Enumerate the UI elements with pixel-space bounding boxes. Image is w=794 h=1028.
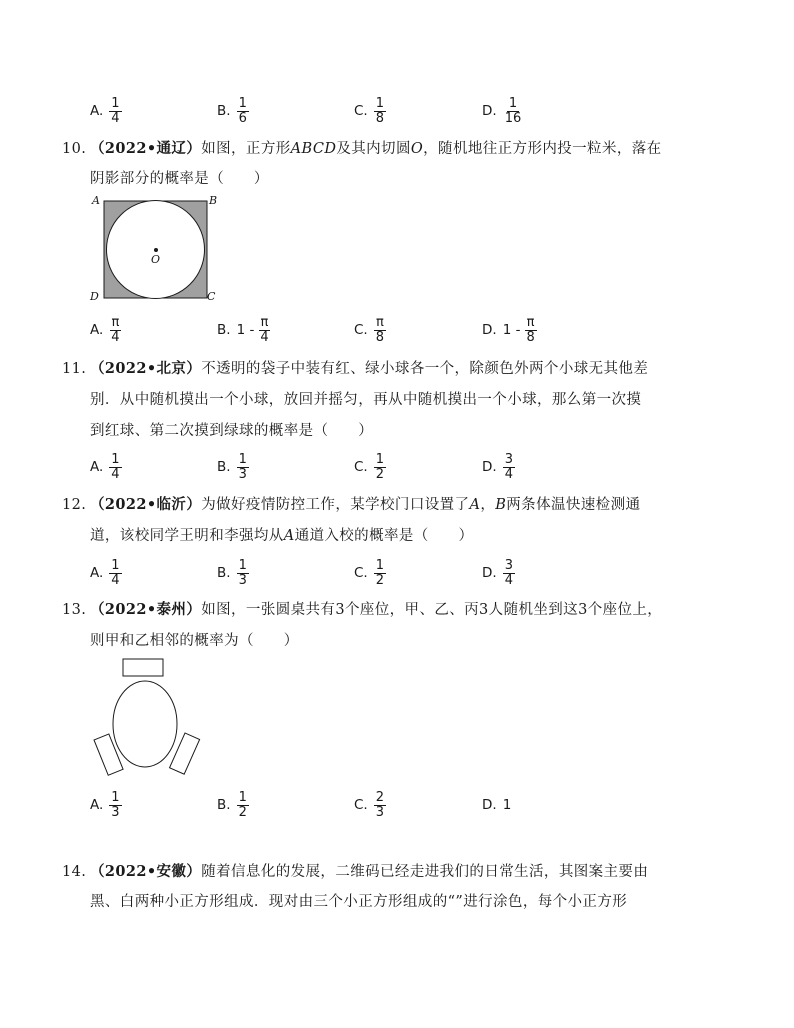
seat-top	[123, 659, 163, 676]
label-d: D	[90, 290, 99, 303]
q13-option-d: D. 1	[482, 797, 512, 813]
q10-line-2: 阴影部分的概率是（ ）	[90, 171, 269, 187]
fraction: $\frac{1}{4}$	[111, 557, 120, 588]
q10-option-b: B. 1 - $\frac{\pi}{4}$	[217, 314, 269, 345]
question-number: 13.	[62, 602, 87, 618]
question-source: （2022•安徽）	[90, 863, 202, 880]
q13-option-c: C. $\frac{2}{3}$	[354, 789, 384, 820]
round-table-figure	[88, 656, 218, 784]
q11-option-d: D. $\frac{3}{4}$	[482, 451, 513, 482]
fraction: $\frac{1}{6}$	[238, 95, 247, 126]
label-c: C	[207, 290, 216, 303]
q12-option-b: B. $\frac{1}{3}$	[217, 557, 247, 588]
fraction: $\frac{1}{4}$	[111, 451, 120, 482]
fraction: $\frac{1}{2}$	[238, 789, 247, 820]
q9-option-c: C. $\frac{1}{8}$	[354, 95, 384, 126]
question-source: （2022•通辽）	[90, 140, 202, 157]
center-point	[154, 248, 158, 252]
q14-line-1: 14. （2022•安徽）随着信息化的发展，二维码已经走进我们的日常生活，其图案主要由	[62, 863, 649, 880]
question-source: （2022•泰州）	[90, 601, 202, 618]
fraction: $\frac{\pi}{4}$	[260, 314, 269, 345]
fraction: $\frac{\pi}{4}$	[111, 314, 120, 345]
q9-option-b: B. $\frac{1}{6}$	[217, 95, 247, 126]
q9-option-d: D. $\frac{1}{16}$	[482, 95, 522, 126]
fraction: $\frac{\pi}{8}$	[526, 314, 535, 345]
square-incircle-figure	[90, 194, 220, 306]
fraction: $\frac{1}{2}$	[375, 451, 384, 482]
q11-option-a: A. $\frac{1}{4}$	[90, 451, 120, 482]
q12-line-2: 道，该校同学王明和李强均从A通道入校的概率是（ ）	[90, 528, 474, 544]
q13-option-b: B. $\frac{1}{2}$	[217, 789, 247, 820]
fraction: $\frac{1}{3}$	[238, 451, 247, 482]
q13-line-2: 则甲和乙相邻的概率为（ ）	[90, 633, 299, 649]
label-a: A	[92, 194, 100, 207]
q12-line-1: 12. （2022•临沂）为做好疫情防控工作，某学校门口设置了A，B两条体温快速检测通	[62, 496, 641, 513]
fraction: $\frac{\pi}{8}$	[375, 314, 384, 345]
fraction: $\frac{1}{4}$	[111, 95, 120, 126]
q10-line-1: 10. （2022•通辽）如图，正方形ABCD及其内切圆O，随机地往正方形内投一粒米，落在	[62, 140, 662, 157]
question-source: （2022•北京）	[90, 360, 202, 377]
fraction: $\frac{3}{4}$	[504, 451, 513, 482]
q9-option-a: A. $\frac{1}{4}$	[90, 95, 120, 126]
round-table-svg	[88, 656, 218, 784]
fraction: $\frac{1}{2}$	[375, 557, 384, 588]
question-source: （2022•临沂）	[90, 496, 202, 513]
fraction: $\frac{1}{16}$	[504, 95, 522, 126]
q11-line-3: 到红球、第二次摸到绿球的概率是（ ）	[90, 423, 374, 439]
fraction: $\frac{2}{3}$	[375, 789, 384, 820]
fraction: $\frac{3}{4}$	[504, 557, 513, 588]
fraction: $\frac{1}{3}$	[111, 789, 120, 820]
label-o: O	[151, 253, 161, 266]
q11-line-2: 别．从中随机摸出一个小球，放回并摇匀，再从中随机摸出一个小球，那么第一次摸	[90, 392, 642, 408]
q10-option-c: C. $\frac{\pi}{8}$	[354, 314, 384, 345]
q13-option-a: A. $\frac{1}{3}$	[90, 789, 120, 820]
q10-option-d: D. 1 - $\frac{\pi}{8}$	[482, 314, 535, 345]
q11-option-b: B. $\frac{1}{3}$	[217, 451, 247, 482]
fraction: $\frac{1}{8}$	[375, 95, 384, 126]
q12-option-c: C. $\frac{1}{2}$	[354, 557, 384, 588]
round-table	[113, 681, 177, 767]
q10-option-a: A. $\frac{\pi}{4}$	[90, 314, 120, 345]
q13-line-1: 13. （2022•泰州）如图，一张圆桌共有3个座位，甲、乙、丙3人随机坐到这3个座位上，	[62, 601, 663, 618]
label-b: B	[209, 194, 218, 207]
q12-option-a: A. $\frac{1}{4}$	[90, 557, 120, 588]
question-number: 12.	[62, 497, 87, 513]
question-number: 14.	[62, 864, 87, 880]
fraction: $\frac{1}{3}$	[238, 557, 247, 588]
square-incircle-svg	[90, 194, 220, 306]
question-number: 11.	[62, 361, 87, 377]
question-number: 10.	[62, 141, 87, 157]
q14-line-2: 黑、白两种小正方形组成．现对由三个小正方形组成的“”进行涂色，每个小正方形	[90, 894, 628, 910]
q11-option-c: C. $\frac{1}{2}$	[354, 451, 384, 482]
q12-option-d: D. $\frac{3}{4}$	[482, 557, 513, 588]
q11-line-1: 11. （2022•北京）不透明的袋子中装有红、绿小球各一个，除颜色外两个小球无其他差	[62, 360, 649, 377]
